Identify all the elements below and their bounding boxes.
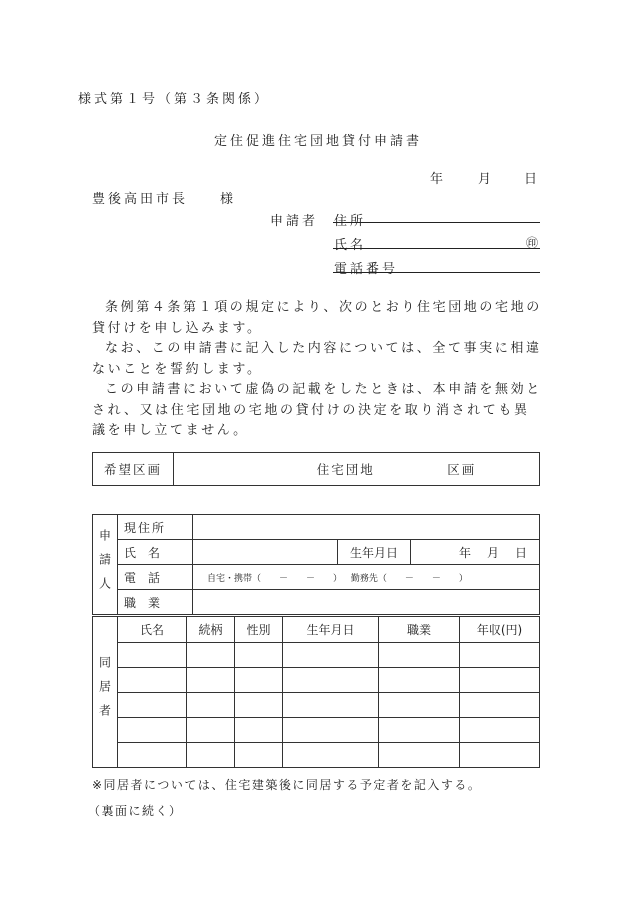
cell[interactable] xyxy=(283,718,379,743)
cell[interactable] xyxy=(460,643,540,668)
applicant-phone-label: 電 話 xyxy=(118,565,193,590)
cell[interactable] xyxy=(118,668,187,693)
applicant-label: 申請者 xyxy=(270,214,319,229)
applicant-job-field[interactable] xyxy=(193,590,540,615)
phone-field[interactable] xyxy=(333,256,540,273)
phone-work: 勤務先（ － － ） xyxy=(350,573,468,584)
cell[interactable] xyxy=(235,743,283,768)
cohabitant-table xyxy=(92,616,540,768)
applicant-job-label: 職 業 xyxy=(118,590,193,615)
cell[interactable] xyxy=(460,743,540,768)
cell[interactable] xyxy=(118,718,187,743)
cell[interactable] xyxy=(235,693,283,718)
col-header-birthdate: 生年月日 xyxy=(283,617,379,643)
col-header-job: 職業 xyxy=(379,617,460,643)
applicant-phone-field[interactable] xyxy=(193,565,540,590)
cell[interactable] xyxy=(118,643,187,668)
col-header-relation: 続柄 xyxy=(187,617,235,643)
declaration-text xyxy=(92,298,544,442)
cell[interactable] xyxy=(187,743,235,768)
cohabitant-row xyxy=(93,643,540,668)
desired-lot-field[interactable]: 住宅団地 区画 xyxy=(174,453,540,486)
declaration-paragraph-1: 条例第４条第１項の規定により、次のとおり住宅団地の宅地の貸付けを申し込みます。 xyxy=(92,300,542,336)
addressee: 豊後高田市長 様 xyxy=(92,192,237,207)
cell[interactable] xyxy=(460,718,540,743)
address-label: 住所 xyxy=(334,214,367,229)
phone-label: 電話番号 xyxy=(334,262,399,277)
cell[interactable] xyxy=(379,643,460,668)
applicant-table xyxy=(92,514,540,615)
cell[interactable] xyxy=(283,643,379,668)
col-header-name: 氏名 xyxy=(118,617,187,643)
applicant-group-label: 申請人 xyxy=(97,528,112,601)
form-number: 様式第１号（第３条関係） xyxy=(78,92,271,107)
phone-home: 自宅・携帯（ － － ） xyxy=(207,573,343,584)
birth-label: 生年月日 xyxy=(338,540,411,565)
continued-note: （裏面に続く） xyxy=(88,804,183,818)
cohabitant-row xyxy=(93,743,540,768)
cell[interactable] xyxy=(379,668,460,693)
cell[interactable] xyxy=(235,668,283,693)
cell[interactable] xyxy=(235,643,283,668)
cohabitant-row xyxy=(93,718,540,743)
cell[interactable] xyxy=(118,743,187,768)
col-header-sex: 性別 xyxy=(235,617,283,643)
cell[interactable] xyxy=(187,668,235,693)
cell[interactable] xyxy=(283,668,379,693)
applicant-name-field[interactable] xyxy=(193,540,338,565)
desired-lot-table xyxy=(92,452,540,486)
cell[interactable] xyxy=(187,718,235,743)
cell[interactable] xyxy=(235,718,283,743)
applicant-group-cell xyxy=(93,515,118,615)
cell[interactable] xyxy=(187,693,235,718)
cell[interactable] xyxy=(379,743,460,768)
name-label: 氏名 xyxy=(334,238,367,253)
cohabitant-group-label: 同居者 xyxy=(97,656,112,728)
address-field[interactable] xyxy=(333,208,540,223)
col-header-income: 年収(円) xyxy=(460,617,540,643)
date-month: 月 xyxy=(478,172,492,187)
cell[interactable] xyxy=(187,643,235,668)
date-year: 年 xyxy=(430,172,444,187)
name-field[interactable] xyxy=(333,232,540,249)
cell[interactable] xyxy=(379,718,460,743)
current-address-field[interactable] xyxy=(193,515,540,540)
cohabitant-note: ※同居者については、住宅建築後に同居する予定者を記入する。 xyxy=(92,778,482,792)
applicant-name-label: 氏 名 xyxy=(118,540,193,565)
desired-lot-label: 希望区画 xyxy=(93,453,174,486)
page-title: 定住促進住宅団地貸付申請書 xyxy=(214,134,423,149)
current-address-label: 現住所 xyxy=(118,515,193,540)
birth-field[interactable]: 年 月 日 xyxy=(411,540,540,565)
cell[interactable] xyxy=(460,668,540,693)
cohabitant-row xyxy=(93,668,540,693)
cohabitant-group-cell xyxy=(93,617,118,768)
cell[interactable] xyxy=(118,693,187,718)
cell[interactable] xyxy=(460,693,540,718)
cohabitant-row xyxy=(93,693,540,718)
declaration-paragraph-2: なお、この申請書に記入した内容については、全て事実に相違ないことを誓約します。 xyxy=(92,341,542,377)
seal-mark: ㊞ xyxy=(526,236,539,250)
cell[interactable] xyxy=(283,693,379,718)
cell[interactable] xyxy=(379,693,460,718)
cell[interactable] xyxy=(283,743,379,768)
declaration-paragraph-3: この申請書において虚偽の記載をしたときは、本申請を無効とされ、又は住宅団地の宅地の貸付けの決定を取り消されても異議を申し立てません。 xyxy=(92,382,542,438)
date-day: 日 xyxy=(524,172,538,187)
